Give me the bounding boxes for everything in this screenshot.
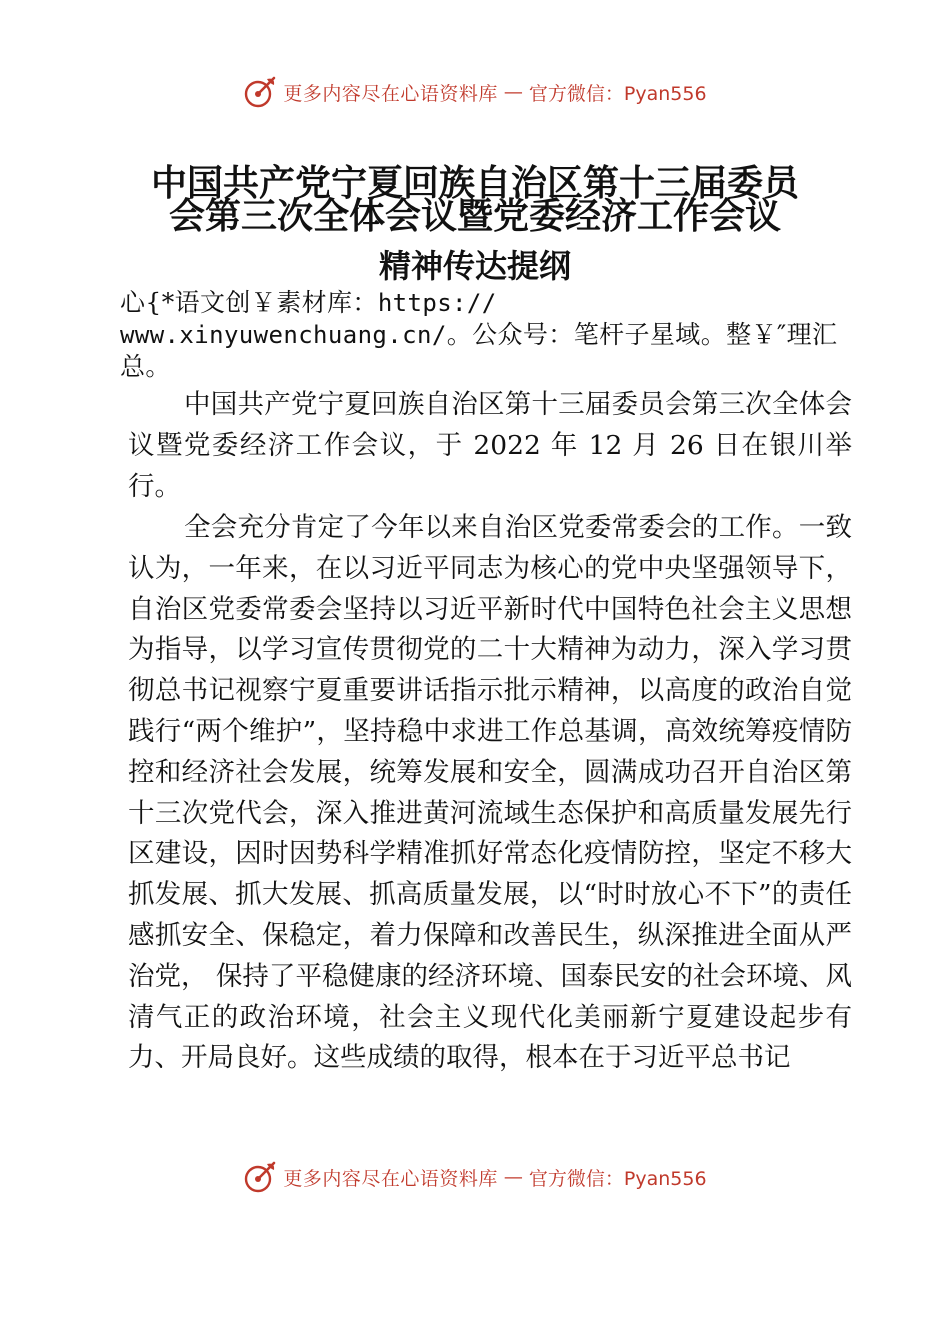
source-url-part2: www.xinyuwenchuang.cn/	[120, 321, 447, 349]
banner-text: 更多内容尽在心语资料库	[283, 82, 498, 105]
header-banner	[0, 72, 950, 112]
source-url-part1: https://	[377, 289, 497, 317]
document-title-line-1: 中国共产党宁夏回族自治区第十三届委员	[150, 163, 799, 204]
footer-banner	[0, 1157, 950, 1197]
body-paragraph-1: 中国共产党宁夏回族自治区第十三届委员会第三次全体会议暨党委经济工作会议，于 2022 年 12 月 26 日在银川举行。	[128, 389, 852, 502]
body-paragraph-2: 全会充分肯定了今年以来自治区党委常委会的工作。一致认为，一年来，在以习近平同志为核心的党中央坚强领导下，自治区党委常委会坚持以习近平新时代中国特色社会主义思想为指导，以学习宣传贯彻党的二十大精神为动力，深入学习贯彻总书记视察宁夏重要讲话指示批示精神，以高度的政治自觉践行“两个维护”，坚持稳中求进工作总基调，高效统筹疫情防控和经济社会发展，统筹发展和安全，圆满成功召开自治区第十三次党代会，深入推进黄河流域生态保护和高质量发展先行区建设，因时因势科学精准抓好常态化疫情防控，坚定不移大抓发展、抓大发展、抓高质量发展，以“时时放心不下”的责任感抓安全、保稳定，着力保障和改善民生，纵深推进全面从严治党， 保持了平稳健康的经济环境、国泰民安的社会环境、风清气正的政治环境，社会主义现代化美丽新宁夏建设起步有力、开局良好。这些成绩的取得，根本在于习近平总书记	[128, 512, 852, 1074]
quill-logo-icon	[243, 1160, 277, 1194]
banner-wechat: 官方微信：Pyan556	[528, 1167, 707, 1190]
source-note	[120, 287, 860, 382]
banner-wechat: 官方微信：Pyan556	[528, 82, 707, 105]
source-prefix: 心{*语文创￥素材库：	[120, 288, 378, 317]
banner-text: 更多内容尽在心语资料库	[283, 1167, 498, 1190]
source-suffix: 。公众号：笔杆子星域。整￥″理汇总。	[120, 320, 838, 381]
document-title-line-2: 会第三次全体会议暨党委经济工作会议	[168, 196, 781, 237]
document-title-line-3: 精神传达提纲	[378, 247, 571, 285]
banner-separator: —	[503, 81, 523, 103]
banner-separator: —	[503, 1166, 523, 1188]
quill-logo-icon	[243, 75, 277, 109]
